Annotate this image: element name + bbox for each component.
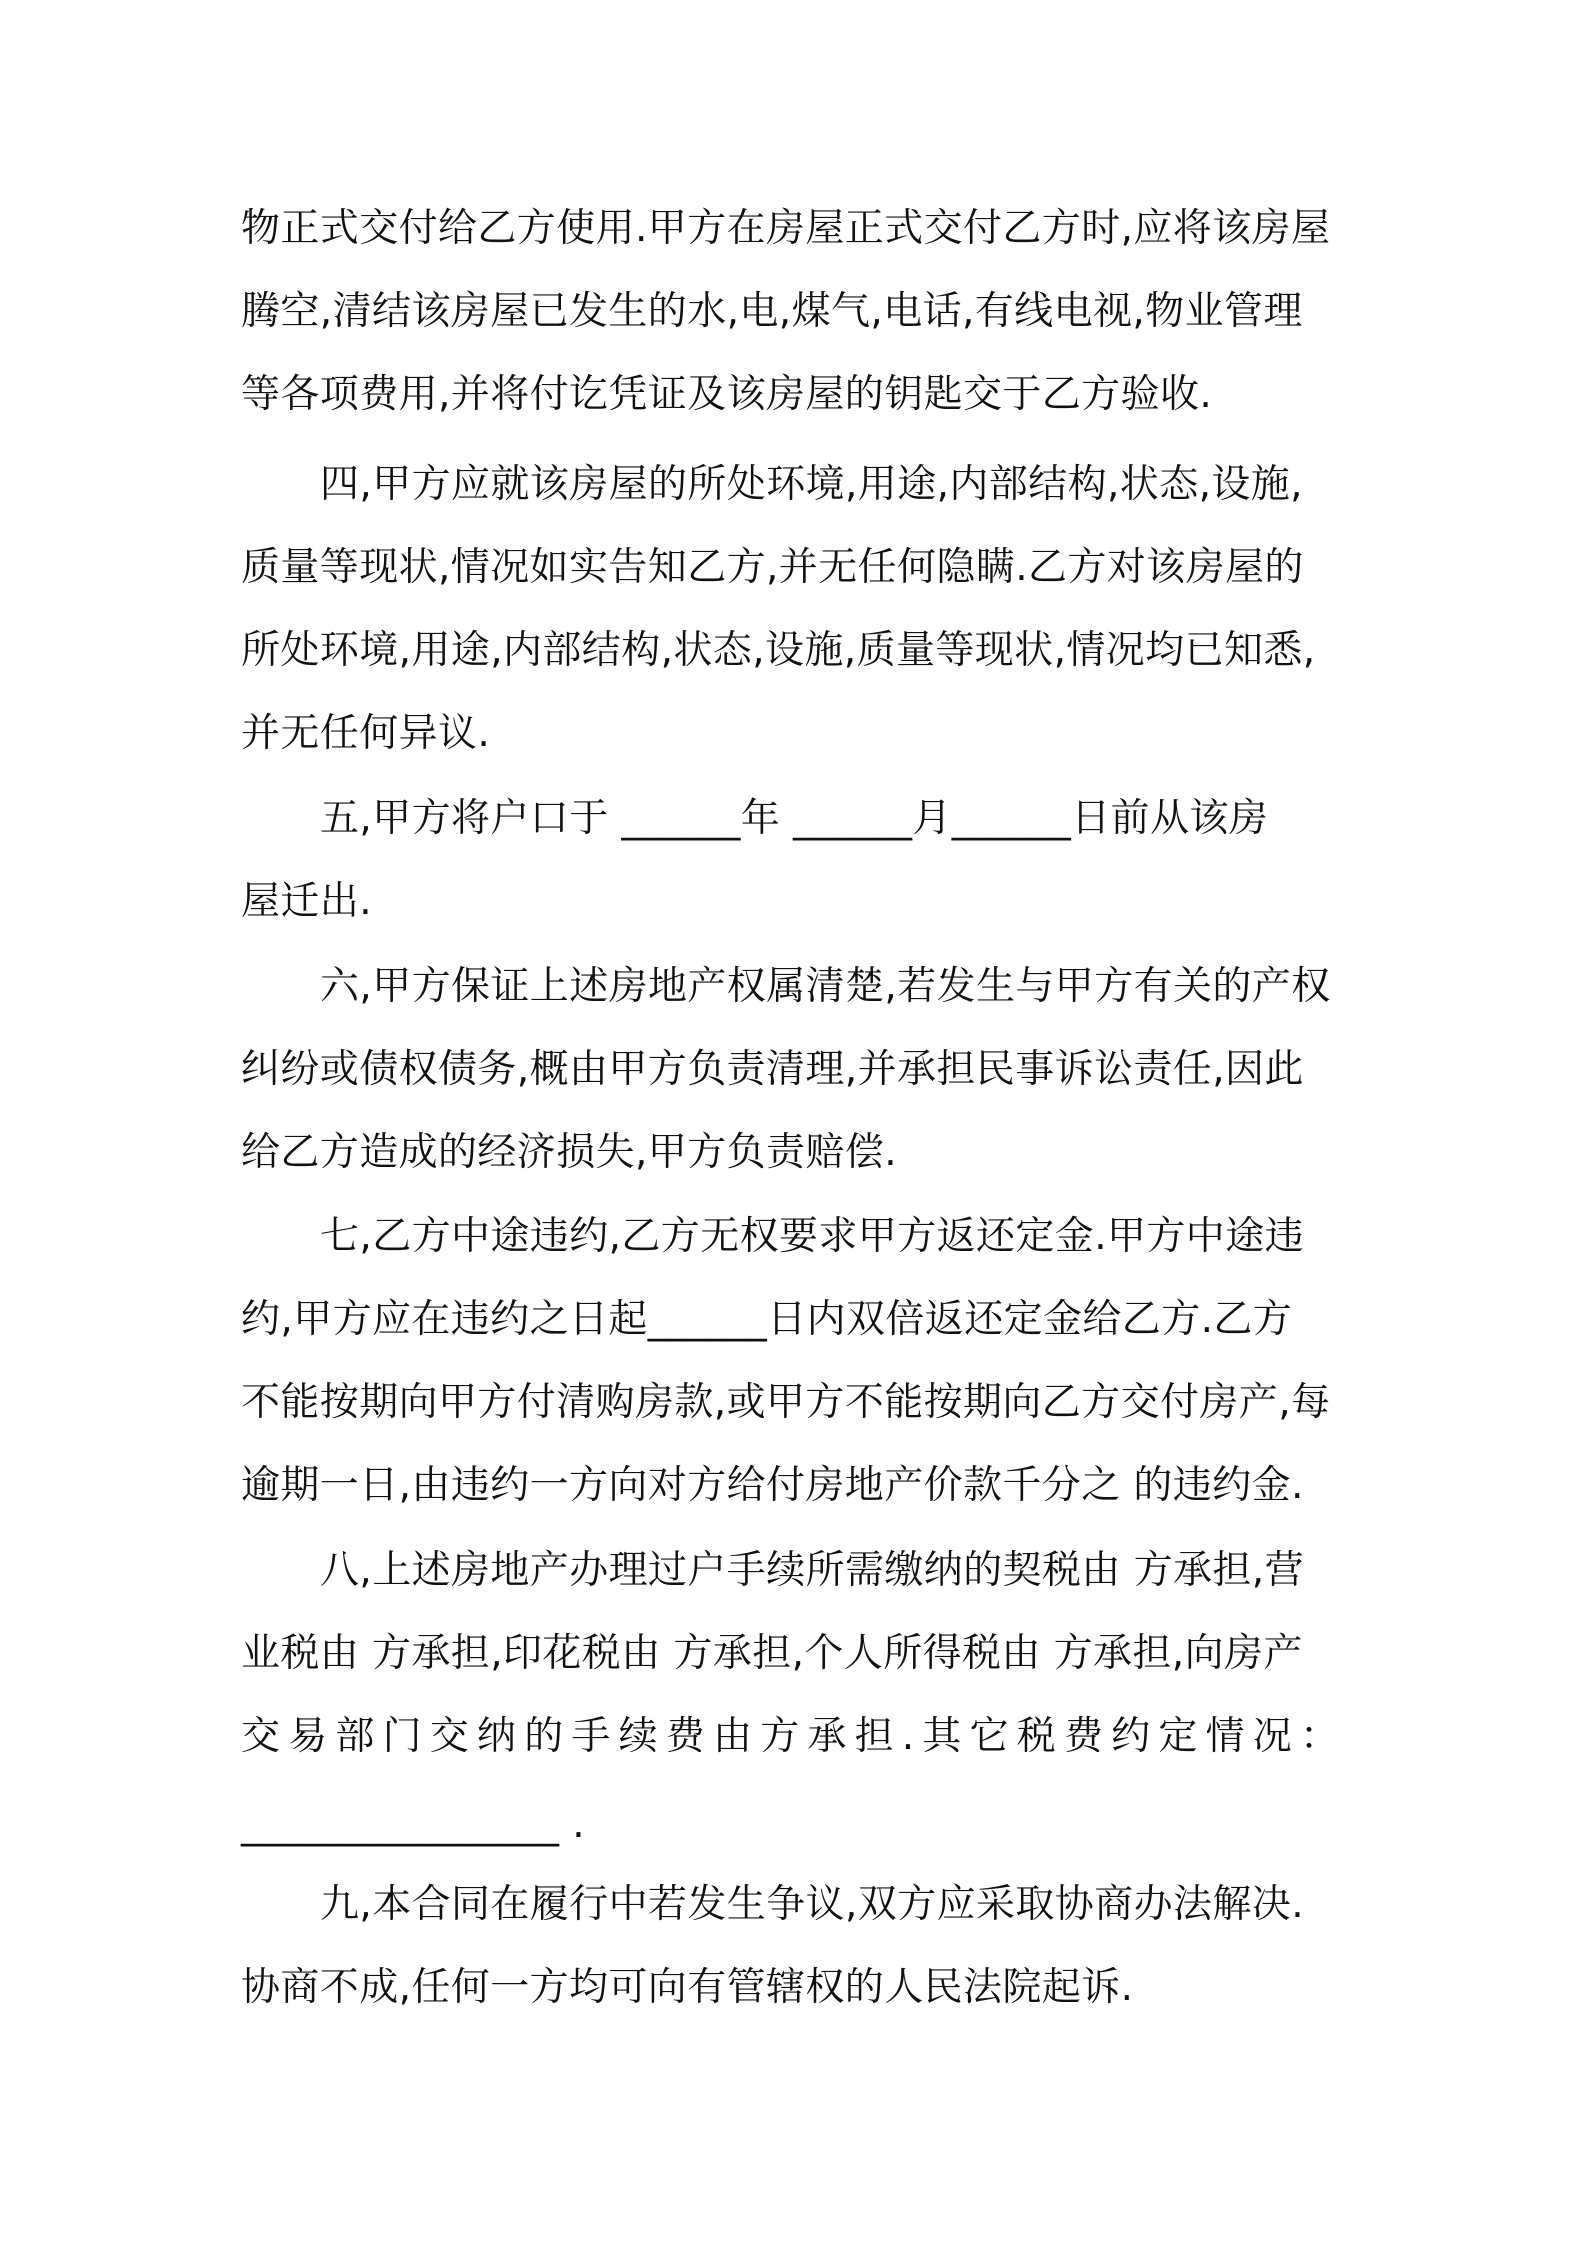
paragraph-line: 交易部门交纳的手续费由方承担.其它税费约定情况： [241,1714,1348,1759]
clause-7-line: 七,乙方中途违约,乙方无权要求甲方返还定金.甲方中途违 [320,1214,1304,1259]
clause-6-line: 六,甲方保证上述房地产权属清楚,若发生与甲方有关的产权 [320,964,1331,1009]
clause-5-line: 五,甲方将户口于 ______年 ______月______日前从该房 [320,796,1269,841]
paragraph-line: 质量等现状,情况如实告知乙方,并无任何隐瞒.乙方对该房屋的 [241,545,1304,590]
paragraph-line: 腾空,清结该房屋已发生的水,电,煤气,电话,有线电视,物业管理 [241,289,1303,334]
paragraph-line: 逾期一日,由违约一方向对方给付房地产价款千分之 的违约金. [241,1463,1304,1508]
paragraph-line: 不能按期向甲方付清购房款,或甲方不能按期向乙方交付房产,每 [241,1380,1331,1425]
paragraph-line: 屋迁出. [241,879,372,924]
paragraph-line: 物正式交付给乙方使用.甲方在房屋正式交付乙方时,应将该房屋 [241,206,1331,251]
paragraph-line: 纠纷或债权债务,概由甲方负责清理,并承担民事诉讼责任,因此 [241,1047,1304,1092]
paragraph-line: 协商不成,任何一方均可向有管辖权的人民法院起诉. [241,1965,1134,2010]
paragraph-line: 业税由 方承担,印花税由 方承担,个人所得税由 方承担,向房产 [241,1631,1303,1676]
paragraph-line: 等各项费用,并将付讫凭证及该房屋的钥匙交于乙方验收. [241,372,1213,417]
clause-4-line: 四,甲方应就该房屋的所处环境,用途,内部结构,状态,设施, [320,462,1303,507]
clause-8-line: 八,上述房地产办理过户手续所需缴纳的契税由 方承担,营 [320,1548,1304,1593]
clause-9-line: 九,本合同在履行中若发生争议,双方应采取协商办法解决. [320,1882,1304,1927]
paragraph-line: 约,甲方应在违约之日起______日内双倍返还定金给乙方.乙方 [241,1297,1293,1342]
blank-fill-line: ________________ . [241,1802,585,1847]
paragraph-line: 给乙方造成的经济损失,甲方负责赔偿. [241,1130,897,1175]
paragraph-line: 所处环境,用途,内部结构,状态,设施,质量等现状,情况均已知悉, [241,628,1316,673]
paragraph-line: 并无任何异议. [241,711,491,756]
